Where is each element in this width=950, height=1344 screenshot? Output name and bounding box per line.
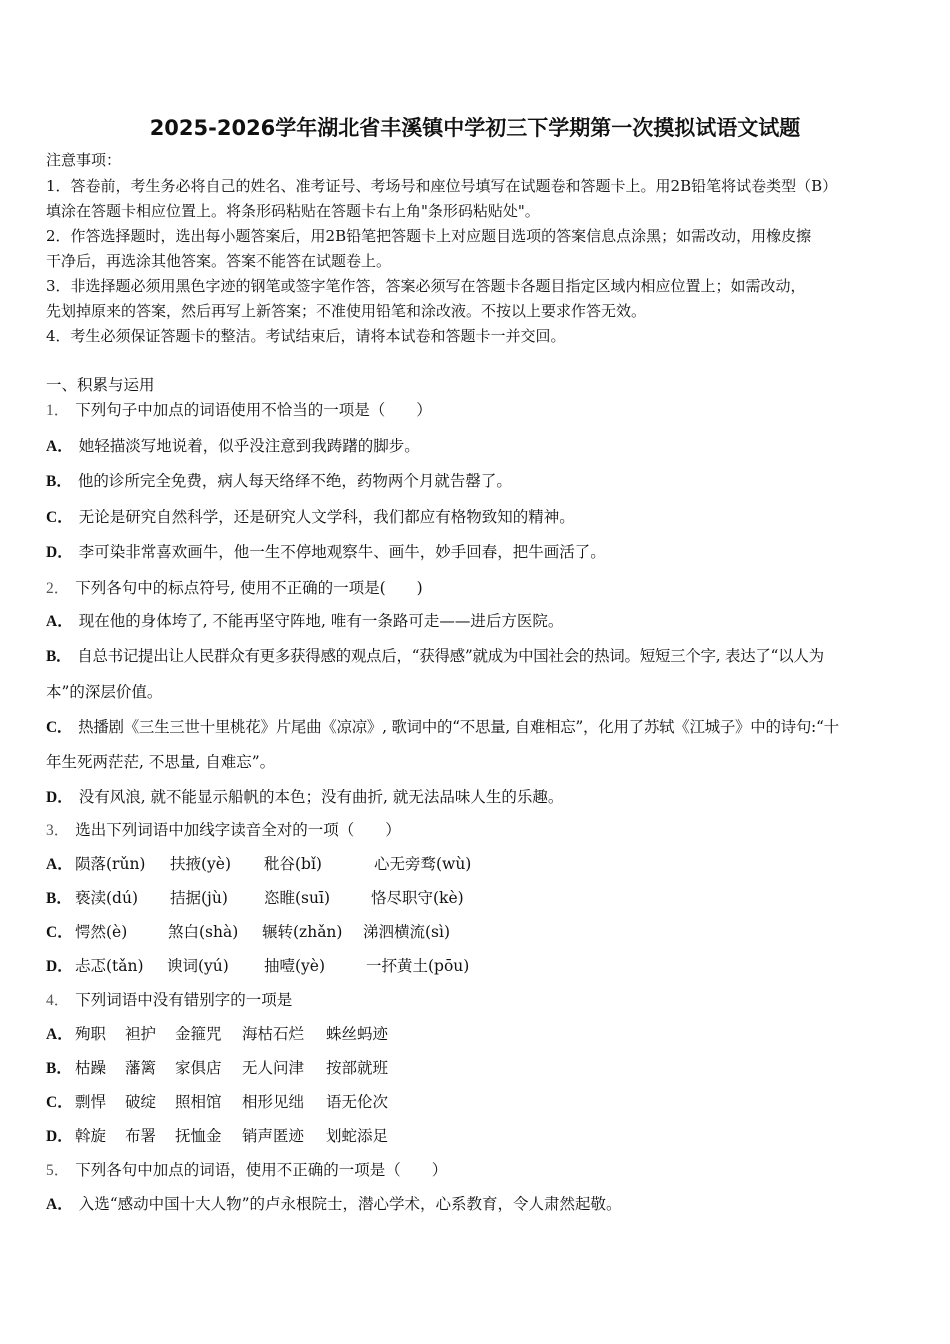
question-3-stem [46, 820, 401, 841]
q2-option-b-cont: 本”的深层价值。 [46, 683, 163, 701]
q2-option-a [46, 611, 563, 632]
word-item: 陨落(rǔn) [75, 855, 146, 873]
note-line: 1．答卷前，考生务必将自己的姓名、准考证号、考场号和座位号填写在试题卷和答题卡上。用2B铅笔将试卷类型（B） [46, 177, 838, 195]
question-number: 1． [46, 402, 70, 419]
q4-option-a [46, 1024, 906, 1044]
q4-option-c [46, 1092, 906, 1112]
word-item: 袒护 [125, 1025, 157, 1043]
word-item: 剽悍 [75, 1093, 107, 1111]
question-number: 2． [46, 580, 70, 597]
word-item: 愕然(è) [75, 923, 128, 941]
option-text: 无论是研究自然科学，还是研究人文学科，我们都应有格物致知的精神。 [78, 508, 575, 526]
word-item: 海枯石烂 [242, 1025, 305, 1043]
option-text: 入选“感动中国十大人物”的卢永根院士，潜心学术，心系教育，令人肃然起敬。 [78, 1195, 622, 1213]
option-text: 李可染非常喜欢画牛，他一生不停地观察牛、画牛，妙手回春，把牛画活了。 [78, 543, 606, 561]
word-item: 布署 [125, 1127, 157, 1145]
option-label: C． [46, 1094, 73, 1111]
q1-option-c [46, 507, 575, 528]
word-item: 斡旋 [75, 1127, 107, 1145]
note-line: 填涂在答题卡相应位置上。将条形码粘贴在答题卡右上角"条形码粘贴处"。 [46, 202, 540, 220]
word-item: 金箍咒 [175, 1025, 222, 1043]
option-label: A． [46, 613, 73, 630]
note-line: 3．非选择题必须用黑色字迹的钢笔或签字笔作答，答案必须写在答题卡各题目指定区域内相应位置上；如需改动， [46, 277, 806, 295]
question-1-stem [46, 400, 432, 421]
option-label: C． [46, 719, 73, 736]
word-item: 划蛇添足 [326, 1127, 389, 1145]
word-item: 谀词(yú) [167, 957, 229, 975]
word-item: 心无旁骛(wù) [374, 855, 472, 873]
note-line: 4．考生必须保证答题卡的整洁。考试结束后，请将本试卷和答题卡一并交回。 [46, 327, 566, 345]
word-item: 抚恤金 [175, 1127, 222, 1145]
option-text: 她轻描淡写地说着，似乎没注意到我踌躇的脚步。 [78, 437, 420, 455]
question-5-stem [46, 1160, 447, 1181]
word-item: 蛛丝蚂迹 [326, 1025, 389, 1043]
option-label: A． [46, 856, 73, 873]
q3-option-b [46, 888, 906, 908]
word-item: 恣睢(suī) [264, 889, 330, 907]
option-label: D． [46, 544, 73, 561]
word-item: 相形见绌 [242, 1093, 305, 1111]
word-item: 殉职 [75, 1025, 107, 1043]
question-2-stem [46, 578, 423, 599]
word-item: 破绽 [125, 1093, 157, 1111]
q3-option-d [46, 956, 906, 976]
page-title: 2025-2026学年湖北省丰溪镇中学初三下学期第一次摸拟试语文试题 [149, 116, 801, 140]
note-line: 先划掉原来的答案，然后再写上新答案；不准使用铅笔和涂改液。不按以上要求作答无效。 [46, 302, 647, 320]
q2-option-c-cont: 年生死两茫茫, 不思量, 自难忘”。 [46, 753, 276, 771]
word-item: 抽噎(yè) [264, 957, 326, 975]
word-item: 一抔黄土(pōu) [366, 957, 470, 975]
stem-text: 下列句子中加点的词语使用不恰当的一项是（ ） [75, 401, 432, 419]
option-text: 现在他的身体垮了, 不能再坚守阵地, 唯有一条路可走——进后方医院。 [78, 612, 564, 630]
word-item: 辗转(zhǎn) [262, 923, 343, 941]
stem-text: 下列各句中加点的词语，使用不正确的一项是（ ） [75, 1161, 448, 1179]
option-label: B． [46, 473, 72, 490]
word-item: 忐忑(tǎn) [75, 957, 144, 975]
option-label: D． [46, 789, 73, 806]
stem-text: 选出下列词语中加线字读音全对的一项（ ） [75, 821, 401, 839]
option-text: 没有风浪, 就不能显示船帆的本色；没有曲折, 就无法品味人生的乐趣。 [78, 788, 564, 806]
q4-option-d [46, 1126, 906, 1146]
option-label: A． [46, 1196, 73, 1213]
q1-option-d [46, 542, 606, 563]
word-item: 涕泗横流(sì) [363, 923, 451, 941]
question-number: 5． [46, 1162, 70, 1179]
q1-option-b [46, 471, 512, 492]
word-item: 家俱店 [175, 1059, 222, 1077]
option-label: D． [46, 958, 73, 975]
note-line: 干净后，再选涂其他答案。答案不能答在试题卷上。 [46, 252, 392, 270]
q3-option-c [46, 922, 906, 942]
word-item: 销声匿迹 [242, 1127, 305, 1145]
q1-option-a [46, 436, 420, 457]
option-label: B． [46, 890, 72, 907]
question-number: 3． [46, 822, 70, 839]
word-item: 枯躁 [75, 1059, 107, 1077]
option-label: B． [46, 1060, 72, 1077]
word-item: 语无伦次 [326, 1093, 389, 1111]
word-item: 煞白(shà) [168, 923, 239, 941]
notes-heading: 注意事项： [46, 151, 122, 169]
word-item: 藩篱 [125, 1059, 157, 1077]
question-number: 4． [46, 992, 70, 1009]
q4-option-b [46, 1058, 906, 1078]
word-item: 拮据(jù) [170, 889, 228, 907]
word-item: 秕谷(bǐ) [264, 855, 322, 873]
section-heading: 一、积累与运用 [46, 376, 155, 394]
word-item: 照相馆 [175, 1093, 222, 1111]
option-text: 他的诊所完全免费，病人每天络绎不绝，药物两个月就告罄了。 [77, 472, 512, 490]
q3-option-a [46, 854, 906, 874]
word-item: 恪尽职守(kè) [371, 889, 464, 907]
stem-text: 下列词语中没有错别字的一项是 [75, 991, 293, 1009]
option-label: C． [46, 509, 73, 526]
q2-option-b [46, 646, 824, 667]
option-text: 自总书记提出让人民群众有更多获得感的观点后，“获得感”就成为中国社会的热词。短短三个字, 表达了“以人为 [77, 647, 824, 665]
option-label: A． [46, 438, 73, 455]
question-4-stem [46, 990, 292, 1011]
word-item: 无人问津 [242, 1059, 305, 1077]
q2-option-c [46, 717, 839, 738]
word-item: 扶掖(yè) [170, 855, 232, 873]
option-label: D． [46, 1128, 73, 1145]
option-label: C． [46, 924, 73, 941]
q2-option-d [46, 787, 563, 808]
word-item: 亵渎(dú) [75, 889, 138, 907]
option-label: B． [46, 648, 72, 665]
option-label: A． [46, 1026, 73, 1043]
q5-option-a [46, 1194, 622, 1215]
stem-text: 下列各句中的标点符号, 使用不正确的一项是( ) [75, 579, 423, 597]
word-item: 按部就班 [326, 1059, 389, 1077]
option-text: 热播剧《三生三世十里桃花》片尾曲《凉凉》, 歌词中的“不思量, 自难相忘”，化用了苏轼《江城子》中的诗句:“十 [78, 718, 839, 736]
note-line: 2．作答选择题时，选出每小题答案后，用2B铅笔把答题卡上对应题目选项的答案信息点涂黑；如需改动，用橡皮擦 [46, 227, 812, 245]
